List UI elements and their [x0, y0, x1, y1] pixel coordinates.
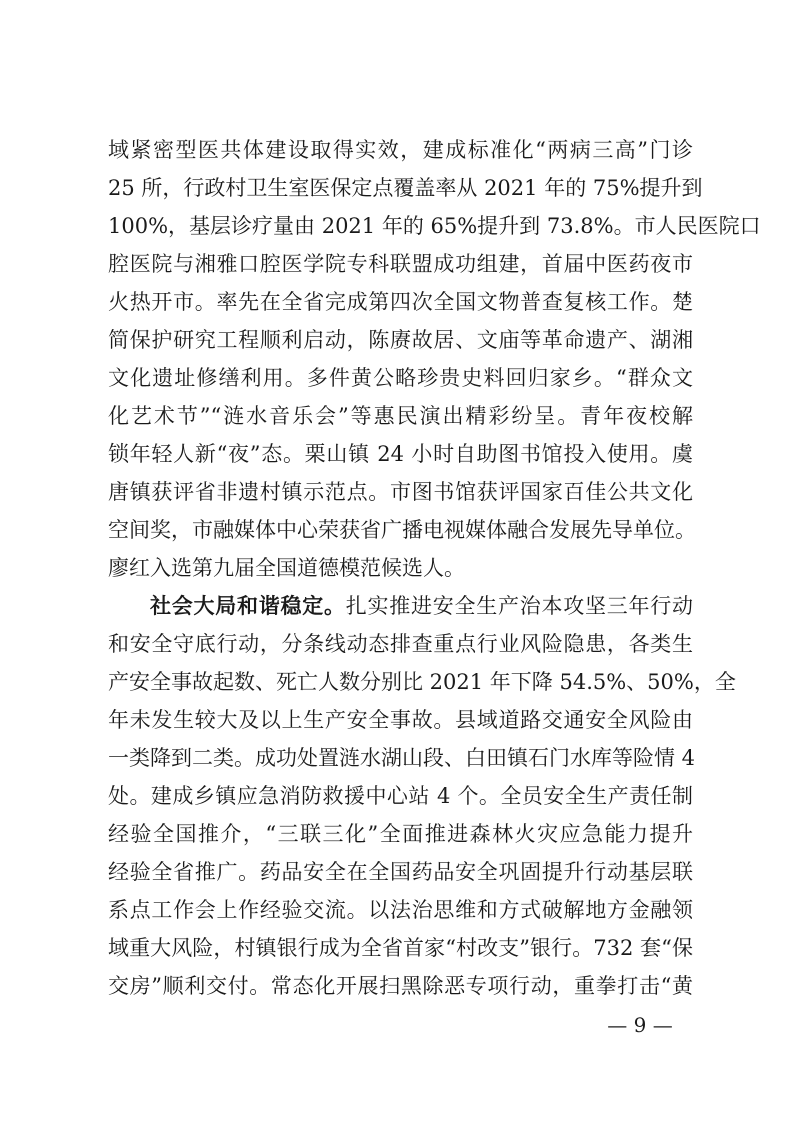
text-line	[150, 586, 693, 626]
text-line: 化艺术节”“涟水音乐会”等惠民演出精彩纷呈。青年夜校解	[108, 404, 693, 428]
text-line: 交房”顺利交付。常态化开展扫黑除恶专项行动，重拳打击“黄	[108, 974, 693, 998]
text-line: 系点工作会上作经验交流。以法治思维和方式破解地方金融领	[108, 898, 693, 922]
text-line: 一类降到二类。成功处置涟水湖山段、白田镇石门水库等险情 4	[108, 746, 696, 770]
text-line: 经验全省推广。药品安全在全国药品安全巩固提升行动基层联	[108, 860, 693, 884]
text-line: 锁年轻人新“夜”态。栗山镇 24 小时自助图书馆投入使用。虞	[108, 442, 693, 466]
text-line: 空间奖，市融媒体中心荣获省广播电视媒体融合发展先导单位。	[108, 518, 696, 542]
text-line: 产安全事故起数、死亡人数分别比 2021 年下降 54.5%、50%，全	[108, 670, 736, 694]
text-line: 腔医院与湘雅口腔医学院专科联盟成功组建，首届中医药夜市	[108, 252, 693, 276]
text-line: 25 所，行政村卫生室医保定点覆盖率从 2021 年的 75%提升到	[108, 176, 703, 200]
text-line: 域重大风险，村镇银行成为全省首家“村改支”银行。732 套“保	[108, 936, 693, 960]
text-line: 经验全国推介，“三联三化”全面推进森林火灾应急能力提升	[108, 822, 693, 846]
text-line: 唐镇获评省非遗村镇示范点。市图书馆获评国家百佳公共文化	[108, 480, 693, 504]
section-heading: 社会大局和谐稳定。	[150, 594, 346, 618]
text-line: 和安全守底行动，分条线动态排查重点行业风险隐患，各类生	[108, 632, 693, 656]
text-line: 火热开市。率先在全省完成第四次全国文物普查复核工作。楚	[108, 290, 693, 314]
text-line: 100%，基层诊疗量由 2021 年的 65%提升到 73.8%。市人民医院口	[108, 214, 761, 238]
text-line: 简保护研究工程顺利启动，陈赓故居、文庙等革命遗产、湖湘	[108, 328, 693, 352]
heading-line-text: 扎实推进安全生产治本攻坚三年行动	[345, 594, 693, 618]
text-line: 廖红入选第九届全国道德模范候选人。	[108, 556, 465, 580]
text-line: 处。建成乡镇应急消防救援中心站 4 个。全员安全生产责任制	[108, 784, 693, 808]
page-number: — 9 —	[607, 1013, 673, 1037]
text-line: 年未发生较大及以上生产安全事故。县域道路交通安全风险由	[108, 708, 693, 732]
text-line: 文化遗址修缮利用。多件黄公略珍贵史料回归家乡。“群众文	[108, 366, 693, 390]
text-line: 域紧密型医共体建设取得实效，建成标准化“两病三高”门诊	[108, 138, 693, 162]
